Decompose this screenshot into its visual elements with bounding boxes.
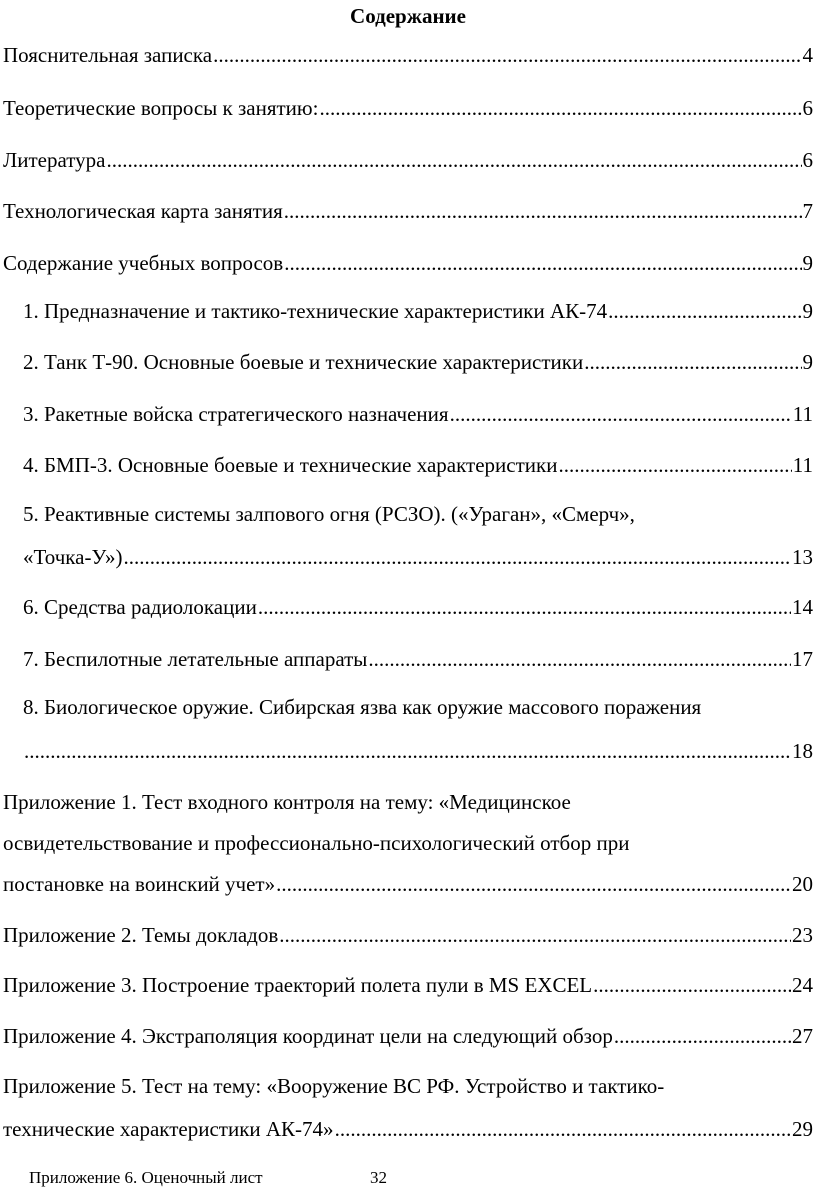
- toc-entry[interactable]: [3, 1116, 813, 1142]
- toc-page-number: 13: [792, 545, 813, 569]
- dot-leader: [593, 972, 791, 998]
- toc-entry[interactable]: [23, 646, 813, 672]
- toc-page-number: 20: [792, 872, 813, 896]
- toc-page-number: 11: [792, 402, 813, 426]
- toc-entry-label: 1. Предназначение и тактико-технические характеристики АК-74: [23, 299, 608, 323]
- toc-footer-label: Приложение 6. Оценочный лист: [29, 1168, 263, 1187]
- dot-leader: [276, 871, 791, 897]
- toc-entry[interactable]: [3, 95, 813, 121]
- toc-page-number: 14: [792, 595, 813, 619]
- toc-page-number: 17: [792, 647, 813, 671]
- toc-page-number: 29: [792, 1117, 813, 1141]
- toc-page-number: 23: [792, 923, 813, 947]
- toc-entry[interactable]: [23, 298, 813, 324]
- dot-leader: [24, 738, 791, 764]
- toc-entry-label-line: 5. Реактивные системы залпового огня (РСЗО). («Ураган», «Смерч»,: [23, 502, 635, 526]
- toc-entry-label: 3. Ракетные войска стратегического назначения: [23, 402, 449, 426]
- toc-footer-page-number: 32: [370, 1168, 387, 1187]
- toc-entry[interactable]: [23, 349, 813, 375]
- toc-entry[interactable]: [23, 544, 813, 570]
- dot-leader: [608, 298, 801, 324]
- toc-entry-label: 4. БМП-3. Основные боевые и технические характеристики: [23, 453, 558, 477]
- dot-leader: [284, 198, 802, 224]
- toc-entry[interactable]: [3, 198, 813, 224]
- toc-entry-label-line: 8. Биологическое оружие. Сибирская язва как оружие массового поражения: [23, 695, 702, 719]
- toc-entry-label: «Точка-У»): [23, 545, 123, 569]
- toc-page-number: 9: [802, 251, 813, 275]
- toc-entry[interactable]: [3, 250, 813, 276]
- toc-entry-label: Приложение 3. Построение траекторий полета пули в MS EXCEL: [3, 973, 593, 997]
- dot-leader: [319, 95, 801, 121]
- toc-entry[interactable]: [3, 922, 813, 948]
- dot-leader: [614, 1023, 791, 1049]
- toc-entry-label: Приложение 4. Экстраполяция координат цели на следующий обзор: [3, 1024, 613, 1048]
- dot-leader: [279, 922, 791, 948]
- dot-leader: [213, 42, 801, 68]
- toc-entry-label: Технологическая карта занятия: [3, 199, 283, 223]
- toc-entry-label: 2. Танк Т-90. Основные боевые и технические характеристики: [23, 350, 584, 374]
- toc-page-number: 9: [802, 350, 813, 374]
- toc-entry[interactable]: [23, 738, 813, 764]
- toc-entry[interactable]: [23, 401, 813, 427]
- toc-entry-label: Содержание учебных вопросов: [3, 251, 284, 275]
- toc-entry-label-line: Приложение 1. Тест входного контроля на тему: «Медицинское: [3, 790, 571, 814]
- toc-page-number: 18: [792, 739, 813, 763]
- dot-leader: [584, 349, 801, 375]
- toc-entry[interactable]: [3, 972, 813, 998]
- toc-page-number: 6: [802, 96, 813, 120]
- toc-entry-label: Приложение 2. Темы докладов: [3, 923, 279, 947]
- toc-page-number: 6: [802, 148, 813, 172]
- toc-entry-label: Литература: [3, 148, 106, 172]
- toc-page-number: 9: [802, 299, 813, 323]
- toc-entry-label: технические характеристики АК-74»: [3, 1117, 334, 1141]
- toc-entry[interactable]: [3, 42, 813, 68]
- dot-leader: [106, 147, 801, 173]
- toc-entry-label: Пояснительная записка: [3, 43, 213, 67]
- dot-leader: [284, 250, 801, 276]
- toc-entry-label-line: освидетельствование и профессионально-психологический отбор при: [3, 831, 630, 855]
- dot-leader: [335, 1116, 791, 1142]
- dot-leader: [558, 452, 791, 478]
- toc-page-number: 11: [792, 453, 813, 477]
- dot-leader: [258, 594, 791, 620]
- toc-entry[interactable]: [3, 147, 813, 173]
- toc-entry-label: постановке на воинский учет»: [3, 872, 276, 896]
- toc-entry-label: 6. Средства радиолокации: [23, 595, 257, 619]
- toc-entry-label: Теоретические вопросы к занятию:: [3, 96, 319, 120]
- toc-page-number: 4: [802, 43, 813, 67]
- dot-leader: [124, 544, 791, 570]
- dot-leader: [368, 646, 791, 672]
- toc-entry[interactable]: [3, 1023, 813, 1049]
- toc-entry-label: 7. Беспилотные летательные аппараты: [23, 647, 368, 671]
- toc-page-number: 7: [802, 199, 813, 223]
- toc-entry[interactable]: [23, 452, 813, 478]
- dot-leader: [450, 401, 792, 427]
- toc-page-number: 27: [792, 1024, 813, 1048]
- toc-entry[interactable]: [23, 594, 813, 620]
- toc-page-number: 24: [792, 973, 813, 997]
- toc-entry[interactable]: [3, 871, 813, 897]
- page-title: Содержание: [350, 4, 466, 28]
- toc-entry-label-line: Приложение 5. Тест на тему: «Вооружение ВС РФ. Устройство и тактико-: [3, 1074, 665, 1098]
